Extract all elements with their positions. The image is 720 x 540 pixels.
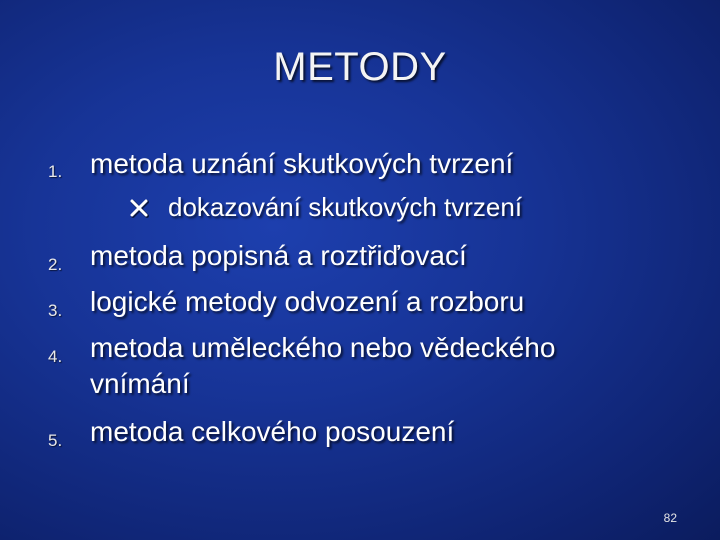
list-item-text: metoda celkového posouzení	[90, 416, 455, 447]
list-item-number: 2.	[48, 255, 63, 274]
cross-icon	[128, 192, 150, 214]
slide-title: METODY	[273, 45, 447, 89]
list-item-number: 3.	[48, 301, 63, 320]
list-item-number: 5.	[48, 431, 63, 450]
list-item-number: 1.	[48, 162, 63, 181]
list-item-text: metoda uměleckého nebo vědeckého vnímání	[90, 332, 556, 399]
list-item-text: metoda uznání skutkových tvrzení	[90, 148, 514, 179]
sub-item-text: dokazování skutkových tvrzení	[168, 192, 523, 222]
list-item-text: logické metody odvození a rozboru	[90, 286, 525, 317]
list-item-text: metoda popisná a roztřiďovací	[90, 240, 467, 271]
list-item-number: 4.	[48, 347, 63, 366]
sub-item	[128, 189, 688, 225]
page-number: 82	[663, 511, 677, 525]
